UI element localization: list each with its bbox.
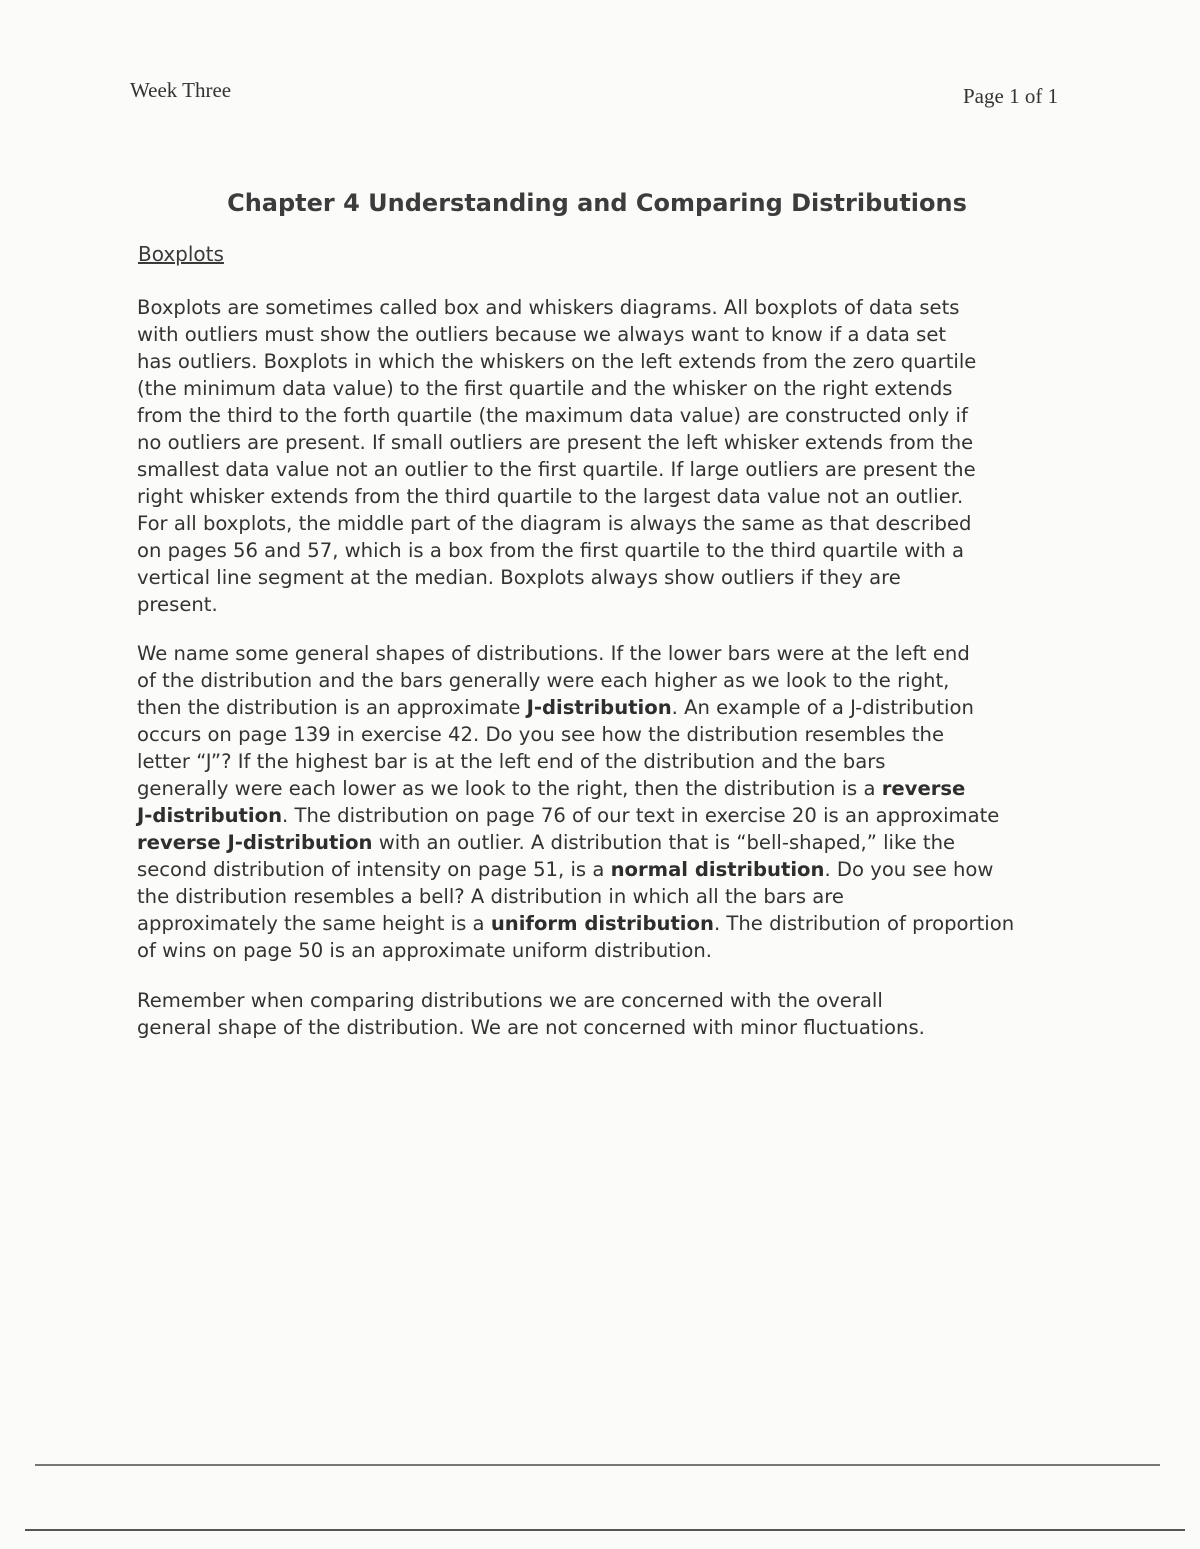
paragraph-line: of the distribution and the bars generally were each higher as we look to the right, (137, 669, 950, 692)
section-heading-boxplots: Boxplots (138, 242, 224, 266)
paragraph-line: We name some general shapes of distributions. If the lower bars were at the left end (137, 642, 970, 665)
paragraph-line: the distribution resembles a bell? A distribution in which all the bars are (137, 885, 844, 908)
text-run: second distribution of intensity on page 51, is a (137, 858, 611, 881)
paragraph-line: from the third to the forth quartile (the maximum data value) are constructed only if (137, 404, 968, 427)
paragraph-line: letter “J”? If the highest bar is at the left end of the distribution and the bars (137, 750, 886, 773)
text-run: . The distribution on page 76 of our text in exercise 20 is an approximate (282, 804, 1000, 827)
paragraph-line: For all boxplots, the middle part of the diagram is always the same as that described (137, 512, 972, 535)
paragraph-line: vertical line segment at the median. Boxplots always show outliers if they are (137, 566, 901, 589)
text-run: with an outlier. A distribution that is “bell-shaped,” like the (372, 831, 956, 854)
paragraph-line: present. (137, 593, 218, 616)
text-run: . The distribution of proportion (713, 912, 1015, 935)
paragraph-line: Remember when comparing distributions we are concerned with the overall (137, 989, 883, 1012)
term-uniform-distribution: uniform distribution (490, 912, 714, 935)
paragraph-boxplots (137, 294, 1062, 618)
page-bottom-edge (25, 1529, 1185, 1531)
paragraph-distribution-shapes (137, 640, 1062, 964)
paragraph-line (137, 910, 1062, 937)
text-run: generally were each lower as we look to the right, then the distribution is a (137, 777, 882, 800)
paragraph-line (137, 829, 1062, 856)
paragraph-line (137, 694, 1062, 721)
text-run: approximately the same height is a (137, 912, 491, 935)
term-reverse-j-distribution: reverse J-distribution (137, 831, 373, 854)
paragraph-line (137, 802, 1062, 829)
paragraph-line: smallest data value not an outlier to the first quartile. If large outliers are present the (137, 458, 976, 481)
paragraph-line: right whisker extends from the third quartile to the largest data value not an outlier. (137, 485, 964, 508)
paragraph-line: occurs on page 139 in exercise 42. Do you see how the distribution resembles the (137, 723, 945, 746)
header-page-number: Page 1 of 1 (963, 84, 1059, 108)
term-j-distribution: J-distribution (526, 696, 672, 719)
paragraph-comparing (137, 987, 1062, 1041)
paragraph-line: no outliers are present. If small outliers are present the left whisker extends from the (137, 431, 974, 454)
paragraph-line (137, 856, 1062, 883)
scan-line-divider (35, 1464, 1160, 1466)
paragraph-line: Boxplots are sometimes called box and whiskers diagrams. All boxplots of data sets (137, 296, 960, 319)
paragraph-line: general shape of the distribution. We are not concerned with minor fluctuations. (137, 1016, 925, 1039)
header-week: Week Three (130, 78, 232, 102)
term-normal-distribution: normal distribution (610, 858, 825, 881)
paragraph-line: has outliers. Boxplots in which the whiskers on the left extends from the zero quartile (137, 350, 977, 373)
text-run: . An example of a J-distribution (671, 696, 974, 719)
text-run: . Do you see how (824, 858, 994, 881)
paragraph-line: with outliers must show the outliers because we always want to know if a data set (137, 323, 947, 346)
text-run: then the distribution is an approximate (137, 696, 527, 719)
term-j-distribution-continued: J-distribution (137, 804, 283, 827)
term-reverse: reverse (881, 777, 966, 800)
document-title: Chapter 4 Understanding and Comparing Distributions (227, 189, 967, 217)
paragraph-line: on pages 56 and 57, which is a box from the first quartile to the third quartile with a (137, 539, 964, 562)
paragraph-line: (the minimum data value) to the first quartile and the whisker on the right extends (137, 377, 953, 400)
paragraph-line (137, 775, 1062, 802)
paragraph-line: of wins on page 50 is an approximate uniform distribution. (137, 939, 713, 962)
